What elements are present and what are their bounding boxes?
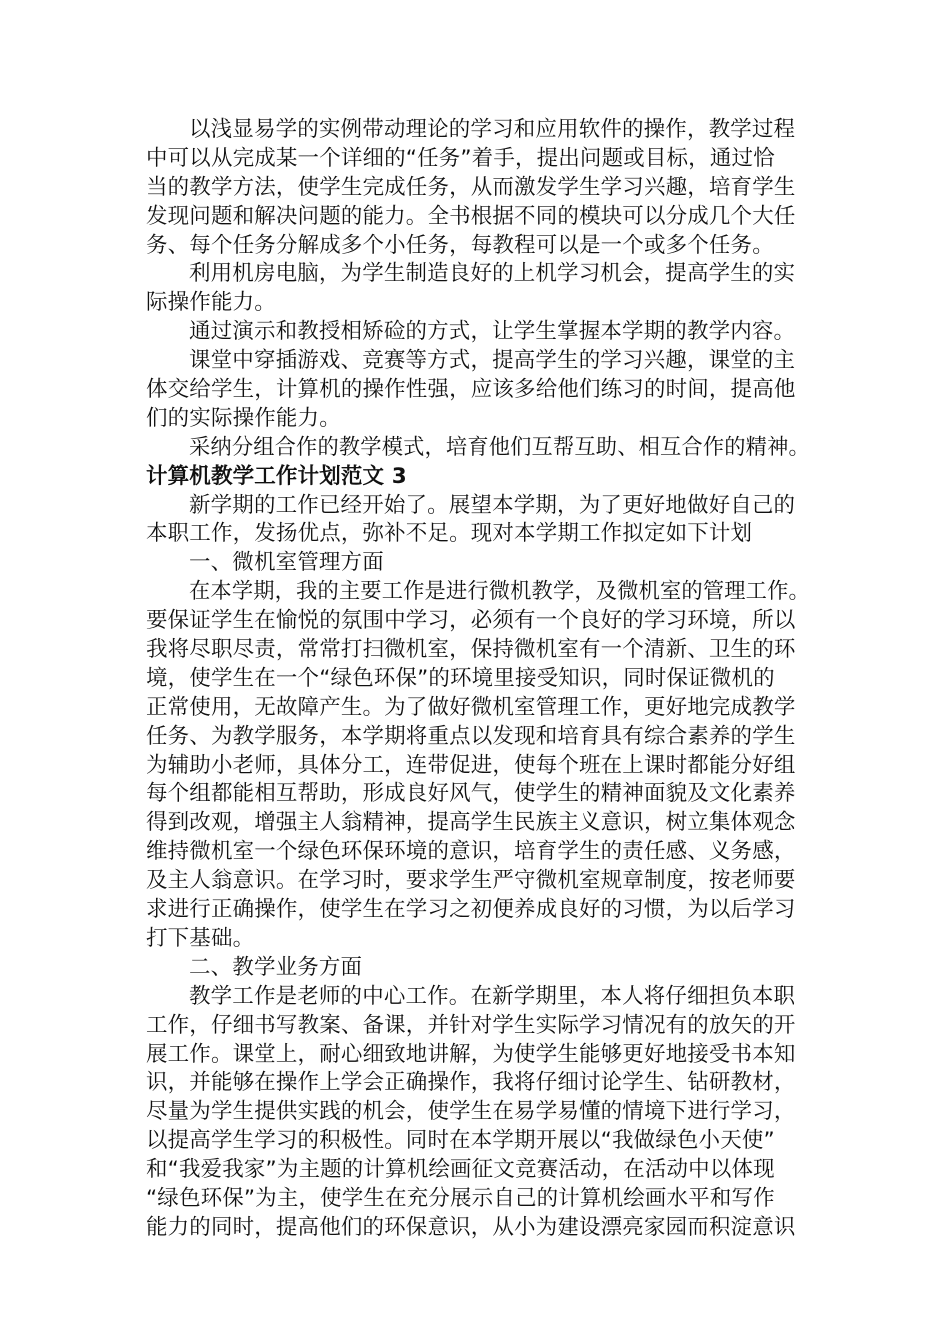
text-line: 工作，仔细书写教案、备课，并针对学生实际学习情况有的放矢的开 <box>146 1012 796 1038</box>
text-line: 我将尽职尽责，常常打扫微机室，保持微机室有一个清新、卫生的环 <box>146 637 796 663</box>
text-line: 以浅显易学的实例带动理论的学习和应用软件的操作，教学过程 <box>189 117 796 142</box>
text-line: 务、每个任务分解成多个小任务，每教程可以是一个或多个任务。 <box>146 232 774 258</box>
text-line: 通过演示和教授相矫硷的方式，让学生掌握本学期的教学内容。 <box>189 319 796 345</box>
text-line: 课堂中穿插游戏、竞赛等方式，提高学生的学习兴趣，课堂的主 <box>189 348 796 374</box>
text-line: 打下基础。 <box>146 925 255 951</box>
text-line: 尽量为学生提供实践的机会，使学生在易学易懂的情境下进行学习， <box>146 1099 796 1125</box>
text-line: 在本学期，我的主要工作是进行微机教学，及微机室的管理工作。 <box>189 579 810 605</box>
text-line: 采纳分组合作的教学模式，培育他们互帮互助、相互合作的精神。 <box>189 434 810 460</box>
text-line: 和“我爱我家”为主题的计算机绘画征文竞赛活动，在活动中以体现 <box>146 1157 775 1183</box>
text-line: 任务、为教学服务，本学期将重点以发现和培育具有综合素养的学生 <box>146 723 796 749</box>
text-line: 求进行正确操作，使学生在学习之初便养成良好的习惯，为以后学习 <box>146 897 796 923</box>
text-line: 为辅助小老师，具体分工，连带促进，使每个班在上课时都能分好组 <box>146 752 796 778</box>
text-line: 利用机房电脑，为学生制造良好的上机学习机会，提高学生的实 <box>189 261 796 287</box>
document-body <box>146 116 810 1243</box>
text-line: 当的教学方法，使学生完成任务，从而激发学生学习兴趣，培育学生 <box>146 174 796 200</box>
text-line: 识，并能够在操作上学会正确操作，我将仔细讨论学生、钻研教材， <box>146 1070 796 1096</box>
text-line: 得到改观，增强主人翁精神，提高学生民族主义意识，树立集体观念 <box>146 810 796 836</box>
text-line: 正常使用，无故障产生。为了做好微机室管理工作，更好地完成教学 <box>146 694 796 720</box>
text-line: 一、微机室管理方面 <box>189 550 384 576</box>
text-line: 及主人翁意识。在学习时，要求学生严守微机室规章制度，按老师要 <box>146 868 796 894</box>
text-line: 中可以从完成某一个详细的“任务”着手，提出问题或目标，通过恰 <box>146 145 775 171</box>
text-line: 教学工作是老师的中心工作。在新学期里，本人将仔细担负本职 <box>189 983 796 1009</box>
text-line: 本职工作，发扬优点，弥补不足。现对本学期工作拟定如下计划 <box>146 521 753 547</box>
text-line: 要保证学生在愉悦的氛围中学习，必须有一个良好的学习环境，所以 <box>146 608 796 634</box>
text-line: 体交给学生，计算机的操作性强，应该多给他们练习的时间，提高他 <box>146 377 796 403</box>
text-line: 们的实际操作能力。 <box>146 405 341 431</box>
text-line: 新学期的工作已经开始了。展望本学期，为了更好地做好自己的 <box>189 492 796 518</box>
text-line: 每个组都能相互帮助，形成良好风气，使学生的精神面貌及文化素养 <box>146 781 796 807</box>
text-line: 际操作能力。 <box>146 290 276 316</box>
text-line: 境，使学生在一个“绿色环保”的环境里接受知识，同时保证微机的 <box>146 665 775 691</box>
section-heading: 计算机教学工作计划范文 3 <box>146 463 407 489</box>
text-line: “绿色环保”为主，使学生在充分展示自己的计算机绘画水平和写作 <box>146 1185 775 1211</box>
text-line: 展工作。课堂上，耐心细致地讲解，为使学生能够更好地接受书本知 <box>146 1041 796 1067</box>
text-line: 二、教学业务方面 <box>189 954 363 980</box>
text-line: 以提高学生学习的积极性。同时在本学期开展以“我做绿色小天使” <box>146 1128 775 1154</box>
text-line: 维持微机室一个绿色环保环境的意识，培育学生的责任感、义务感， <box>146 839 796 865</box>
text-line: 发现问题和解决问题的能力。全书根据不同的模块可以分成几个大任 <box>146 203 796 229</box>
text-line: 能力的同时，提高他们的环保意识，从小为建设漂亮家园而积淀意识 <box>146 1214 796 1240</box>
